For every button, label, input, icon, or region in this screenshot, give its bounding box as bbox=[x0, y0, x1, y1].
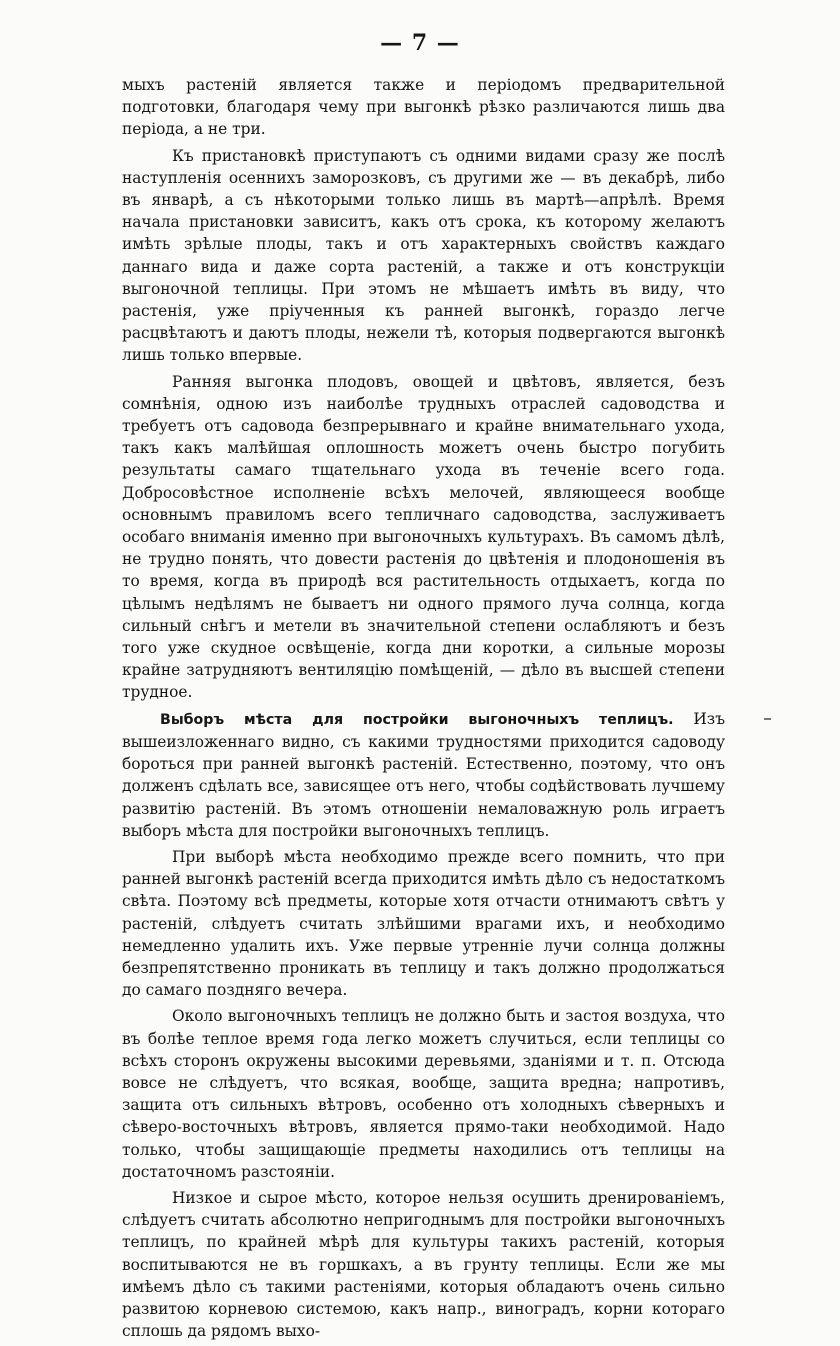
section-heading-text: Изъ вышеизложеннаго видно, съ какими трудностями приходится садоводу бороться при ранней выгонкѣ растеній. Естественно, поэтому, что онъ долженъ сдѣлать все, зависящее отъ него, чтобы содѣйствовать лучшему развитію растеній. Въ этомъ отношеніи немаловажную роль играетъ выборъ мѣста для постройки выгоночныхъ теплицъ. bbox=[122, 709, 725, 840]
paragraph-continued: мыхъ растеній является также и періодомъ предварительной подготовки, благодаря чему при выгонкѣ рѣзко различаются лишь два періода, а не три. bbox=[122, 76, 725, 139]
section-heading: Выборъ мѣста для постройки выгоночныхъ теплицъ. bbox=[160, 711, 674, 728]
margin-mark bbox=[764, 718, 771, 720]
page-number: — 7 — bbox=[380, 30, 460, 56]
paragraph-air: Около выгоночныхъ теплицъ не должно быть и застоя воздуха, что въ болѣе теплое время года легко можетъ случиться, если теплицы со всѣхъ сторонъ окружены высокими деревьями, зданіями и т. п. Отсюда вовсе не слѣдуетъ, что всякая, вообще, защита вредна; напротивъ, защита отъ сильныхъ вѣтровъ, особенно отъ холодныхъ сѣверныхъ и сѣверо-восточныхъ вѣтровъ, является прямо-таки необходимой. Надо только, чтобы защищающіе предметы находились отъ теплицы на достаточномъ разстояніи. bbox=[122, 1007, 725, 1181]
paragraph-forcing-difficulty: Ранняя выгонка плодовъ, овощей и цвѣтовъ, является, безъ сомнѣнія, одною изъ наиболѣе трудныхъ отраслей садоводства и требуетъ отъ садовода безпрерывнаго и крайне внимательнаго ухода, такъ какъ малѣйшая оплошность можетъ очень быстро погубить результаты самаго тщательнаго ухода въ теченіе всего года. Добросовѣстное исполненіе всѣхъ мелочей, являющееся вообще основнымъ правиломъ всего тепличнаго садоводства, заслуживаетъ особаго вниманія именно при выгоночныхъ культурахъ. Въ самомъ дѣлѣ, не трудно понять, что довести растенія до цвѣтенія и плодоношенія въ то время, когда въ природѣ вся растительность отдыхаетъ, когда по цѣлымъ недѣлямъ не бываетъ ни одного прямого луча солнца, когда сильный снѣгъ и метели въ значительной степени ослабляютъ и безъ того уже скудное освѣщеніе, когда дни коротки, а сильные морозы крайне затрудняютъ вентиляцію помѣщеній, — дѣло въ высшей степени трудное. bbox=[122, 372, 725, 702]
paragraph-site-selection bbox=[122, 708, 725, 842]
paragraph-forcing-start-times: Къ пристановкѣ приступаютъ съ одними видами сразу же послѣ наступленія осеннихъ заморозковъ, съ другими же — въ декабрѣ, либо въ январѣ, а съ нѣкоторыми только лишь въ мартѣ—апрѣлѣ. Время начала пристановки зависитъ, какъ отъ срока, къ которому желаютъ имѣть зрѣлые плоды, такъ и отъ характерныхъ свойствъ каждаго даннаго вида и даже сорта растеній, а также и отъ конструкціи выгоночной теплицы. При этомъ не мѣшаетъ имѣть въ виду, что растенія, уже пріученныя къ ранней выгонкѣ, гораздо легче расцвѣтаютъ и даютъ плоды, нежели тѣ, которыя подвергаются выгонкѣ лишь только впервые. bbox=[122, 146, 725, 365]
paragraph-damp-ground: Низкое и сырое мѣсто, которое нельзя осушить дренированіемъ, слѣдуетъ считать абсолютно непригоднымъ для постройки выгоночныхъ теплицъ, по крайней мѣрѣ для культуры такихъ растеній, которыя воспитываются не въ горшкахъ, а въ грунту теплицы. Если же мы имѣемъ дѣло съ такими растеніями, которыя обладаютъ очень сильно развитою корневою системою, какъ напр., виноградъ, корни котораго сплошь да рядомъ выхо- bbox=[122, 1188, 725, 1341]
paragraph-light: При выборѣ мѣста необходимо прежде всего помнить, что при ранней выгонкѣ растеній всегда приходится имѣть дѣло съ недостаткомъ свѣта. Поэтому всѣ предметы, которые хотя отчасти отнимаютъ свѣтъ у растеній, слѣдуетъ считать злѣйшими врагами ихъ, и необходимо немедленно удалить ихъ. Уже первые утренніе лучи солнца должны безпрепятственно проникать въ теплицу и такъ должно продолжаться до самаго поздняго вечера. bbox=[122, 847, 725, 1000]
page-body bbox=[122, 74, 725, 1346]
